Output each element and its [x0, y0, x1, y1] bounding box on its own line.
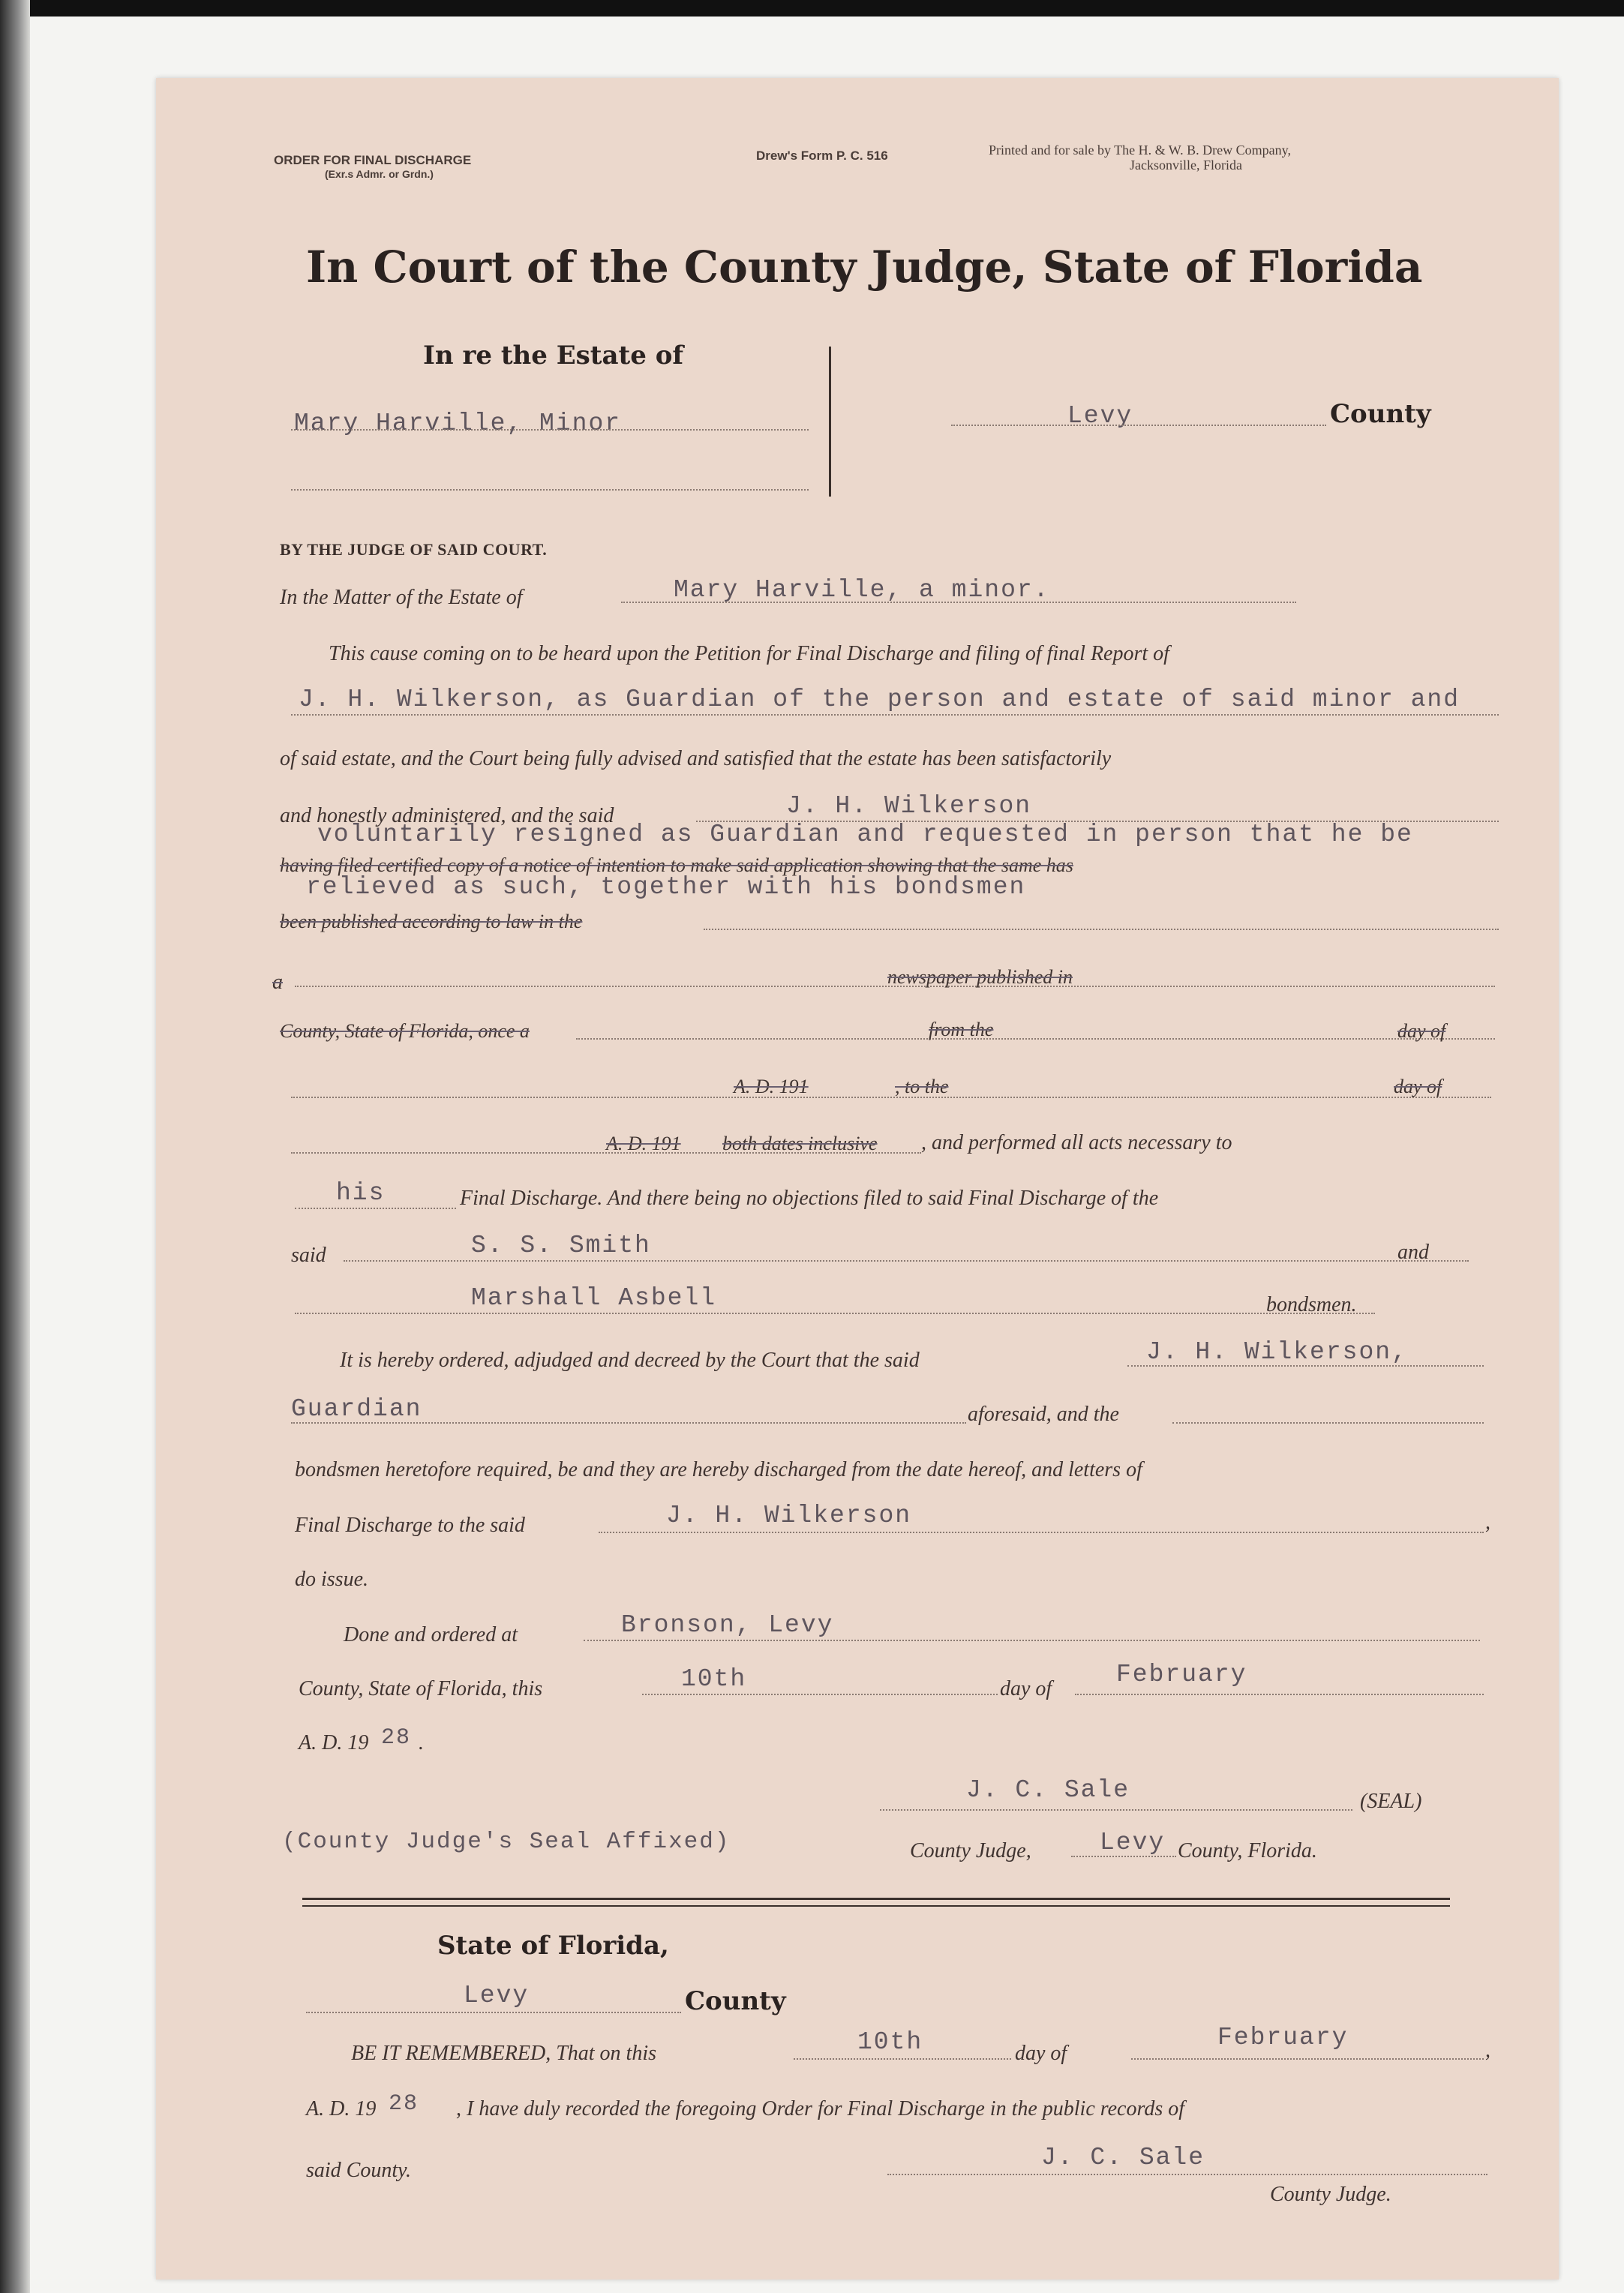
estate-county-label: County	[1330, 399, 1431, 429]
estate-second-line	[291, 489, 809, 491]
scan-edge-left	[0, 0, 30, 2293]
recording-signature-line	[887, 2174, 1487, 2175]
ad-label: A. D. 19	[299, 1731, 369, 1754]
and-label: and	[1397, 1241, 1429, 1264]
county-florida-label: County, Florida.	[1178, 1839, 1317, 1862]
estate-county-value: Levy	[1067, 402, 1133, 430]
estate-name-line	[291, 429, 809, 431]
struck-county-state: County, State of Florida, once a	[280, 1020, 530, 1042]
judge-signature-line	[880, 1809, 1352, 1811]
month-line	[1075, 1694, 1484, 1695]
matter-line	[621, 602, 1296, 603]
ordered-text: It is hereby ordered, adjudged and decreed by the Court that the said	[340, 1349, 920, 1372]
bondsman-2-line	[295, 1313, 1375, 1314]
estate-label: In re the Estate of	[423, 341, 684, 371]
state-of-florida-label: State of Florida,	[437, 1931, 669, 1961]
by-judge-heading: BY THE JUDGE OF SAID COURT.	[280, 540, 548, 559]
typed-insert-1: voluntarily resigned as Guardian and requested in person that he be	[317, 821, 1413, 848]
day-value: 10th	[681, 1665, 747, 1693]
seal-label: (SEAL)	[1360, 1790, 1422, 1813]
his-line	[295, 1208, 456, 1209]
recording-signature: J. C. Sale	[1041, 2144, 1205, 2171]
guardian-line	[291, 1422, 966, 1424]
petitioner-value: J. H. Wilkerson, as Guardian of the person and estate of said minor and	[299, 686, 1460, 713]
divider-rule-top	[302, 1898, 1450, 1900]
struck-newspaper: newspaper published in	[887, 966, 1073, 988]
final-discharge-text: Final Discharge. And there being no objections filed to said Final Discharge of the	[460, 1187, 1159, 1210]
judge-signature: J. C. Sale	[966, 1776, 1130, 1804]
county-judge-value: Levy	[1100, 1829, 1166, 1856]
county-state-label: County, State of Florida, this	[299, 1677, 543, 1700]
estate-name: Mary Harville, Minor	[294, 410, 622, 437]
advised-text: of said estate, and the Court being fully advised and satisfied that the estate has been satisfactorily	[280, 747, 1112, 770]
his-value: his	[336, 1179, 386, 1207]
day-of-label: day of	[1000, 1677, 1052, 1700]
recording-comma: ,	[1485, 2039, 1490, 2062]
cause-text: This cause coming on to be heard upon the Petition for Final Discharge and filing of final Report of	[329, 642, 1169, 665]
day-line	[642, 1694, 998, 1695]
matter-value: Mary Harville, a minor.	[674, 576, 1050, 604]
recording-county-label: County	[685, 1986, 786, 2016]
bondsmen-required-text: bondsmen heretofore required, be and they are hereby discharged from the date hereof, and letters of	[295, 1458, 1142, 1481]
guardian-value: Guardian	[291, 1395, 422, 1423]
county-state-line	[576, 1038, 1495, 1040]
bondsmen-label: bondsmen.	[1266, 1293, 1357, 1316]
court-title: In Court of the County Judge, State of Florida	[306, 242, 1423, 293]
struck-both-dates: both dates inclusive	[722, 1133, 878, 1154]
county-judge-line	[1071, 1856, 1176, 1857]
recording-year-value: 28	[389, 2091, 419, 2117]
matter-label: In the Matter of the Estate of	[280, 586, 523, 609]
performed-text: , and performed all acts necessary to	[921, 1131, 1232, 1154]
administered-label: and honestly administered, and the said	[280, 804, 614, 827]
recording-month-value: February	[1217, 2024, 1349, 2051]
bondsman-1: S. S. Smith	[471, 1232, 651, 1259]
final-to-label: Final Discharge to the said	[295, 1514, 525, 1537]
document-page	[156, 78, 1559, 2279]
month-value: February	[1116, 1661, 1247, 1688]
aforesaid-line	[1172, 1422, 1484, 1424]
recording-judge-label: County Judge.	[1270, 2183, 1391, 2206]
recording-day-value: 10th	[857, 2028, 923, 2056]
final-to-line	[599, 1532, 1484, 1533]
struck-ad-1: A. D. 191	[734, 1076, 809, 1097]
remembered-label: BE IT REMEMBERED, That on this	[351, 2042, 656, 2065]
ordered-line	[1127, 1365, 1484, 1367]
ordered-value: J. H. Wilkerson,	[1146, 1338, 1408, 1366]
form-title: ORDER FOR FINAL DISCHARGE	[274, 153, 472, 167]
estate-county-line	[951, 425, 1326, 426]
struck-a: a	[272, 971, 283, 994]
printer-line-1: Printed and for sale by The H. & W. B. Drew Company,	[989, 143, 1291, 158]
year-period: .	[419, 1731, 424, 1754]
said-label: said	[291, 1244, 326, 1267]
form-number: Drew's Form P. C. 516	[756, 149, 888, 163]
printer-line-2: Jacksonville, Florida	[1130, 158, 1242, 173]
recorded-text: , I have duly recorded the foregoing Order for Final Discharge in the public records of	[456, 2097, 1185, 2120]
typed-insert-2: relieved as such, together with his bondsmen	[306, 873, 1026, 901]
done-line	[584, 1640, 1480, 1641]
county-judge-label: County Judge,	[910, 1839, 1031, 1862]
recording-day-line	[794, 2058, 1011, 2060]
seal-affixed: (County Judge's Seal Affixed)	[282, 1829, 731, 1855]
recording-month-line	[1131, 2058, 1484, 2060]
struck-line-2-dots	[704, 929, 1499, 930]
date-range-line	[291, 1097, 1491, 1098]
struck-line-2: been published according to law in the	[280, 911, 583, 932]
bondsman-2: Marshall Asbell	[471, 1284, 717, 1312]
form-subtitle: (Exr.s Admr. or Grdn.)	[325, 168, 434, 180]
administered-value: J. H. Wilkerson	[786, 792, 1032, 820]
final-to-comma: ,	[1485, 1511, 1490, 1534]
scan-edge-top	[0, 0, 1624, 17]
year-value: 28	[381, 1725, 412, 1751]
done-value: Bronson, Levy	[621, 1611, 834, 1639]
do-issue: do issue.	[295, 1568, 368, 1591]
struck-from-the: from the	[929, 1019, 994, 1040]
struck-to-the: , to the	[895, 1076, 949, 1097]
final-to-value: J. H. Wilkerson	[666, 1502, 912, 1529]
recording-ad-label: A. D. 19	[306, 2097, 377, 2120]
divider-rule-bottom	[302, 1905, 1450, 1907]
bondsman-1-line	[344, 1260, 1469, 1262]
petitioner-line	[291, 714, 1499, 716]
struck-line-1: having filed certified copy of a notice of intention to make said application showing that the same has	[280, 854, 1073, 876]
estate-brace	[829, 347, 831, 497]
struck-ad-2: A. D. 191	[606, 1133, 681, 1154]
recording-county-line	[306, 2012, 681, 2013]
done-label: Done and ordered at	[344, 1623, 518, 1646]
recording-county-value: Levy	[464, 1982, 530, 2009]
struck-day-of-2: day of	[1394, 1076, 1442, 1097]
said-county: said County.	[306, 2159, 412, 2182]
aforesaid-text: aforesaid, and the	[968, 1403, 1119, 1426]
struck-day-of-1: day of	[1397, 1020, 1446, 1042]
recording-day-of-label: day of	[1015, 2042, 1067, 2065]
